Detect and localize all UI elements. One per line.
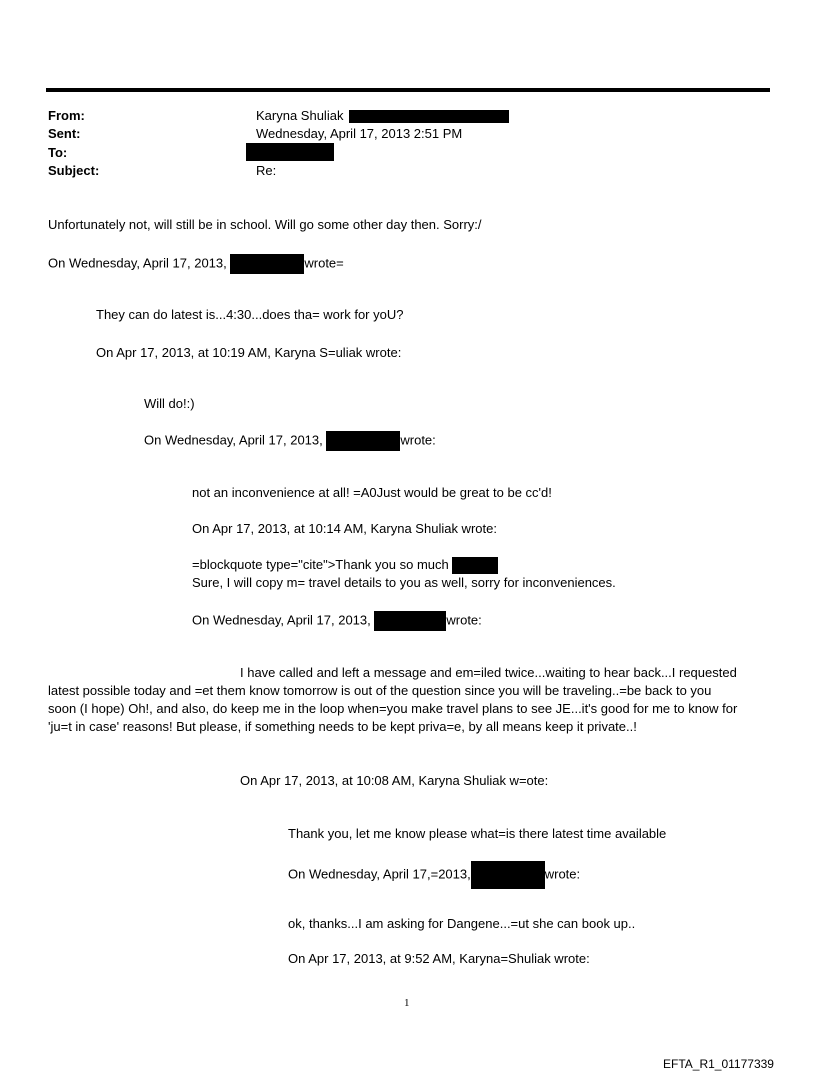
quote-header: On Apr 17, 2013, at 10:08 AM, Karyna Shuliak w=ote: (240, 773, 549, 788)
message-line (192, 557, 498, 574)
message-line: Unfortunately not, will still be in school. Will go some other day then. Sorry:/ (48, 217, 482, 232)
quote-header-suffix: wrote: (400, 432, 436, 448)
subject-value: Re: (256, 163, 277, 178)
quote-header-text: On Wednesday, April 17,=2013, (288, 866, 471, 882)
document-id: EFTA_R1_01177339 (663, 1057, 774, 1071)
quote-header-suffix: wrote: (446, 612, 482, 628)
subject-label: Subject: (48, 163, 100, 178)
quote-header (192, 611, 482, 631)
message-line: Sure, I will copy m= travel details to you as well, sorry for inconveniences. (192, 575, 616, 590)
quote-header (48, 254, 344, 274)
to-label: To: (48, 145, 68, 160)
quote-header-text: On Wednesday, April 17, 2013, (48, 255, 227, 271)
redaction-box (471, 861, 545, 889)
message-line-text: =blockquote type="cite">Thank you so much (192, 557, 449, 572)
redaction-box (230, 254, 304, 274)
quote-header (288, 861, 580, 889)
quote-header-suffix: wrote= (304, 255, 344, 271)
redaction-box (246, 143, 334, 161)
message-line: They can do latest is...4:30...does tha= work for yoU? (96, 307, 404, 322)
from-value (256, 108, 509, 124)
message-line: latest possible today and =et them know tomorrow is out of the question since you will be traveling..=be back to you (48, 683, 712, 698)
quote-header-text: On Wednesday, April 17, 2013, (144, 432, 323, 448)
quote-header (144, 431, 436, 451)
quote-header-suffix: wrote: (544, 866, 581, 882)
quote-header: On Apr 17, 2013, at 10:14 AM, Karyna Shuliak wrote: (192, 521, 497, 536)
message-line: not an inconvenience at all! =A0Just would be great to be cc'd! (192, 485, 552, 500)
redaction-box (374, 611, 446, 631)
message-line: soon (I hope) Oh!, and also, do keep me in the loop when=you make travel plans to see JE...it's good for me to know for (48, 701, 738, 716)
message-line: ok, thanks...I am asking for Dangene...=ut she can book up.. (288, 916, 636, 931)
quote-header: On Apr 17, 2013, at 10:19 AM, Karyna S=uliak wrote: (96, 345, 402, 360)
quote-header: On Apr 17, 2013, at 9:52 AM, Karyna=Shuliak wrote: (288, 951, 590, 966)
message-line: I have called and left a message and em=iled twice...waiting to hear back...I requested (240, 665, 737, 680)
page-number: 1 (404, 997, 410, 1009)
sent-label: Sent: (48, 126, 81, 141)
header-rule (46, 88, 770, 92)
message-line: 'ju=t in case' reasons! But please, if something needs to be kept priva=e, by all means keep it private..! (48, 719, 637, 734)
redaction-box (349, 110, 509, 123)
redaction-box (326, 431, 400, 451)
message-line: Will do!:) (144, 396, 195, 411)
sent-value: Wednesday, April 17, 2013 2:51 PM (256, 126, 463, 141)
redaction-box (452, 557, 498, 574)
message-line: Thank you, let me know please what=is there latest time available (288, 826, 667, 841)
quote-header-text: On Wednesday, April 17, 2013, (192, 612, 371, 628)
from-name: Karyna Shuliak (256, 108, 344, 123)
from-label: From: (48, 108, 85, 123)
